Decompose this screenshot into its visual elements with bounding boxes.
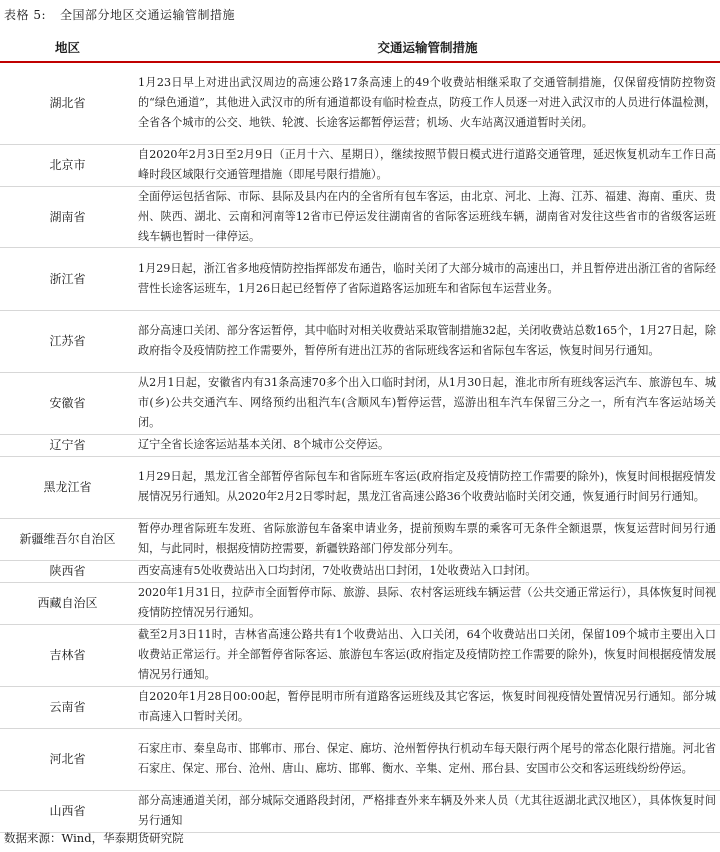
- region-cell: 河北省: [0, 728, 135, 790]
- region-cell: 陕西省: [0, 560, 135, 582]
- region-cell: 山西省: [0, 790, 135, 832]
- region-cell: 湖南省: [0, 186, 135, 247]
- region-cell: 浙江省: [0, 247, 135, 310]
- data-source-note: 数据来源：Wind，华泰期货研究院: [4, 831, 184, 845]
- table-body: [0, 62, 720, 832]
- measures-cell: 自2020年1月28日00:00起，暂停昆明市所有道路客运班线及其它客运，恢复时间视疫情处置情况另行通知。部分城市高速入口暂时关闭。: [135, 686, 720, 728]
- table-header-row: [0, 33, 720, 62]
- header-region: 地区: [0, 33, 135, 62]
- caption-title: 全国部分地区交通运输管制措施: [60, 8, 236, 22]
- region-cell: 吉林省: [0, 624, 135, 686]
- table-row: [0, 310, 720, 372]
- measures-cell: 石家庄市、秦皇岛市、邯郸市、邢台、保定、廊坊、沧州暂停执行机动车每天限行两个尾号的常态化限行措施。河北省石家庄、保定、邢台、沧州、唐山、廊坊、邯郸、衡水、辛集、定州、邢台县、安国市公交和客运班线纷纷停运。: [135, 728, 720, 790]
- table-row: [0, 186, 720, 247]
- header-measures: 交通运输管制措施: [135, 33, 720, 62]
- measures-cell: 部分高速通道关闭，部分城际交通路段封闭，严格排查外来车辆及外来人员（尤其往返湖北武汉地区），具体恢复时间另行通知: [135, 790, 720, 832]
- region-cell: 北京市: [0, 144, 135, 186]
- table-row: [0, 728, 720, 790]
- measures-cell: 2020年1月31日，拉萨市全面暂停市际、旅游、县际、农村客运班线车辆运营（公共交通正常运行），具体恢复时间视疫情防控情况另行通知。: [135, 582, 720, 624]
- table-row: [0, 247, 720, 310]
- region-cell: 新疆维吾尔自治区: [0, 518, 135, 560]
- measures-cell: 1月29日起，黑龙江省全部暂停省际包车和省际班车客运(政府指定及疫情防控工作需要的除外)，恢复时间根据疫情发展情况另行通知。从2020年2月2日零时起，黑龙江省高速公路36个收费站临时关闭交通，恢复通行时间另行通知。: [135, 456, 720, 518]
- measures-cell: 西安高速有5处收费站出入口均封闭，7处收费站出口封闭，1处收费站入口封闭。: [135, 560, 720, 582]
- region-cell: 黑龙江省: [0, 456, 135, 518]
- table-row: [0, 434, 720, 456]
- region-cell: 江苏省: [0, 310, 135, 372]
- caption-number: 表格 5:: [4, 8, 46, 22]
- measures-cell: 截至2月3日11时，吉林省高速公路共有1个收费站出、入口关闭，64个收费站出口关闭，保留109个城市主要出入口收费站正常运行。并全部暂停省际客运、旅游包车客运(政府指定及疫情防控工作需要的除外)，恢复时间根据疫情发展情况另行通知。: [135, 624, 720, 686]
- measures-cell: 自2020年2月3日至2月9日（正月十六、星期日），继续按照节假日模式进行道路交通管理，延迟恢复机动车工作日高峰时段区域限行交通管理措施（即尾号限行措施）。: [135, 144, 720, 186]
- measures-cell: 辽宁全省长途客运站基本关闭、8个城市公交停运。: [135, 434, 720, 456]
- table-row: [0, 144, 720, 186]
- measures-cell: 从2月1日起，安徽省内有31条高速70多个出入口临时封闭，从1月30日起，淮北市所有班线客运汽车、旅游包车、城市(乡)公共交通汽车、网络预约出租汽车(含顺风车)暂停运营，巡游出租车汽车保留三分之一，所有汽车客运站场关闭。: [135, 372, 720, 434]
- traffic-control-table: [0, 33, 720, 833]
- region-cell: 云南省: [0, 686, 135, 728]
- table-row: [0, 582, 720, 624]
- table-row: [0, 560, 720, 582]
- region-cell: 安徽省: [0, 372, 135, 434]
- table-row: [0, 62, 720, 144]
- table-row: [0, 518, 720, 560]
- measures-cell: 全面停运包括省际、市际、县际及县内在内的全省所有包车客运，由北京、河北、上海、江苏、福建、海南、重庆、贵州、陕西、湖北、云南和河南等12省市已停运发往湖南省的省际客运班线车辆，湖南省对发往这些省市的省级客运班线车辆也暂时一律停运。: [135, 186, 720, 247]
- table-row: [0, 624, 720, 686]
- table-caption: [4, 6, 235, 23]
- measures-cell: 1月23日早上对进出武汉周边的高速公路17条高速上的49个收费站相继采取了交通管制措施，仅保留疫情防控物资的“绿色通道”，其他进入武汉市的所有通道都设有临时检查点，防疫工作人员逐一对进入武汉市的人员进行体温检测，全省各个城市的公交、地铁、轮渡、长途客运都暂停运营；机场、火车站离汉通道暂时关闭。: [135, 62, 720, 144]
- region-cell: 西藏自治区: [0, 582, 135, 624]
- region-cell: 辽宁省: [0, 434, 135, 456]
- table-row: [0, 456, 720, 518]
- measures-cell: 部分高速口关闭、部分客运暂停，其中临时对相关收费站采取管制措施32起，关闭收费站总数165个，1月27日起，除政府指令及疫情防控工作需要外，暂停所有进出江苏的省际班线客运和省际包车客运，恢复时间另行通知。: [135, 310, 720, 372]
- table-row: [0, 686, 720, 728]
- table-row: [0, 372, 720, 434]
- measures-cell: 暂停办理省际班车发班、省际旅游包车备案申请业务，提前预购车票的乘客可无条件全额退票，恢复运营时间另行通知，与此同时，根据疫情防控需要，新疆铁路部门停发部分列车。: [135, 518, 720, 560]
- measures-cell: 1月29日起，浙江省多地疫情防控指挥部发布通告，临时关闭了大部分城市的高速出口，并且暂停进出浙江省的省际经营性长途客运班车，1月26日起已经暂停了省际道路客运加班车和省际包车运营业务。: [135, 247, 720, 310]
- table-row: [0, 790, 720, 832]
- region-cell: 湖北省: [0, 62, 135, 144]
